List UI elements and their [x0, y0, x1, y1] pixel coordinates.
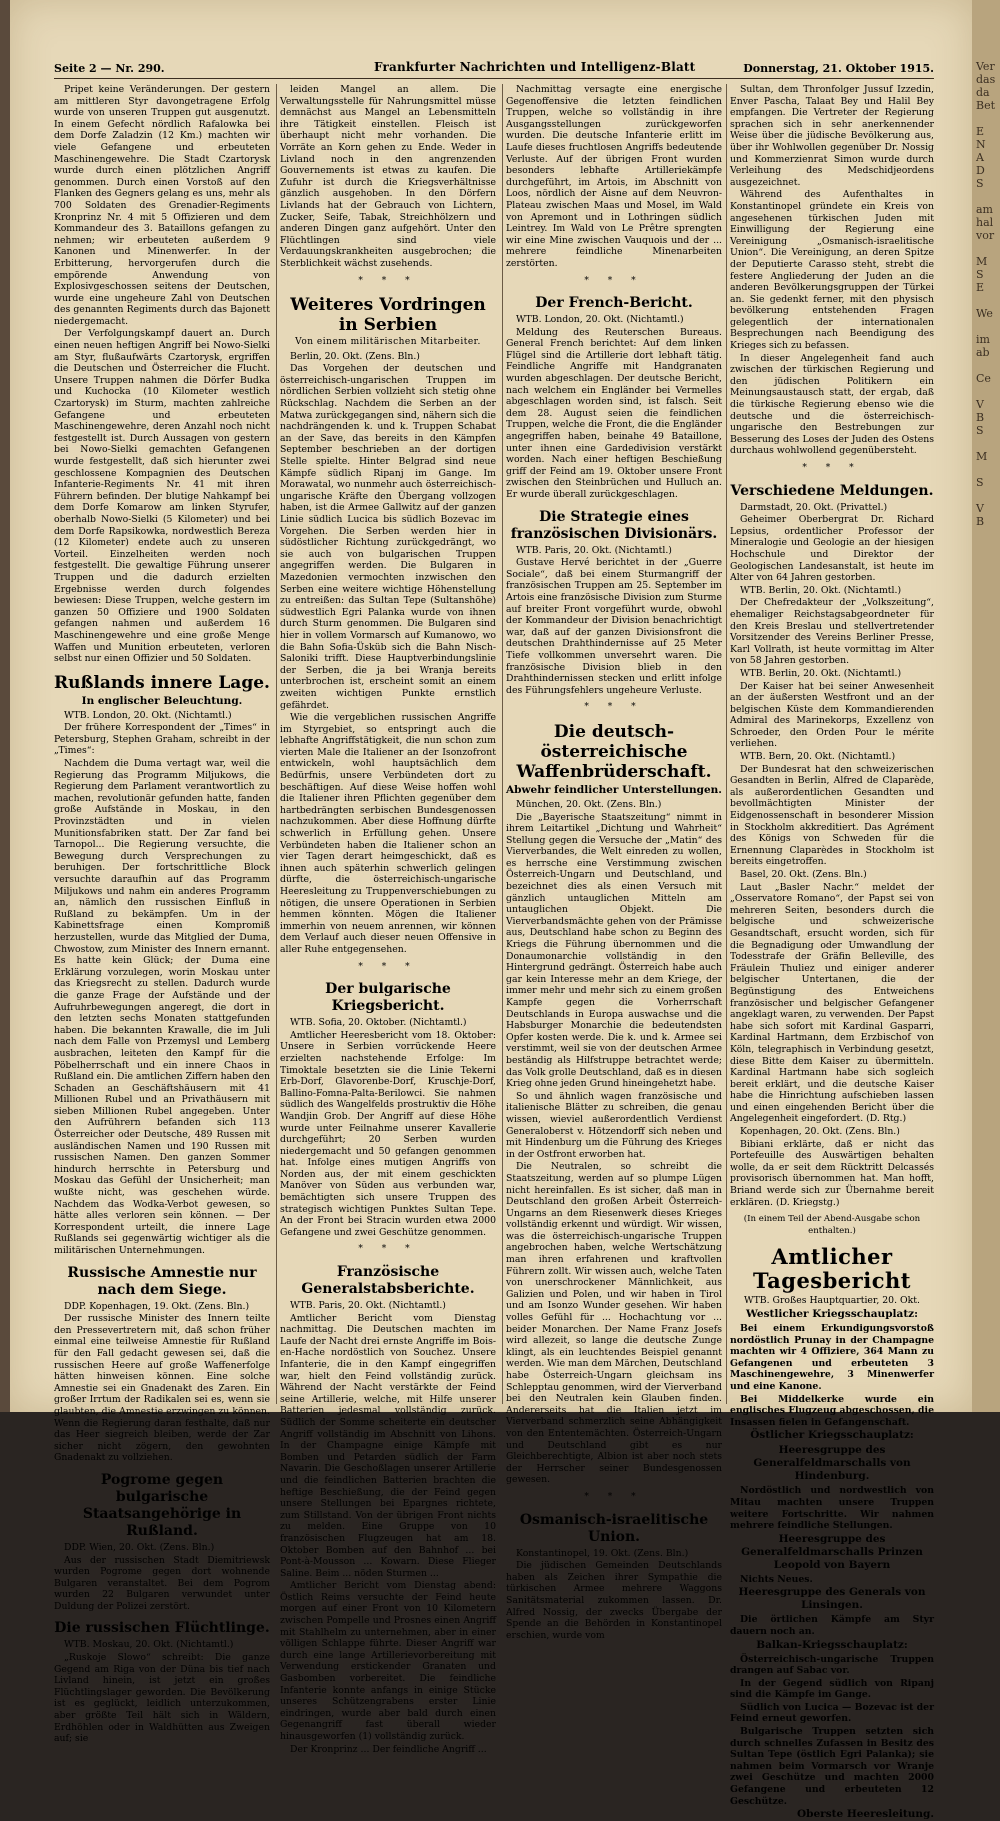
paragraph: Amtlicher Bericht vom Dienstag abend: Östlich Reims versuchte der Feind heute morgen auf einer Front von 10 Kilometern zwischen Pompelle und Prosnes einen Angriff mit Stahlhelm zu unternehmen, aber in einer völligen Schlappe führte. Dieser Angriff war durch eine lange Artillerievorbereitung mit Verwendung erstickender Granaten und Gasbomben vorbereitet. Die feindliche Infanterie konnte anfangs in einige Stücke unseres Schützengrabens erster Linie eindringen, wurde aber bald durch einen Gegenangriff fast überall wieder hinausgeworfen (1) vollständig zurück. — [280, 1580, 496, 1742]
dateline: WTB. Berlin, 20. Okt. (Nichtamtl.) — [740, 584, 902, 596]
paragraph: Nordöstlich und nordwestlich von Mitau machten unsere Truppen weitere Fortschritte. Wir nahmen mehrere feindliche Stellungen. — [730, 1485, 934, 1532]
paragraph: Der Bundesrat hat den schweizerischen Gesandten in Berlin, Alfred de Claparède, als außerordentlichen Gesandten und bevollmächtigten Minister der Eidgenossenschaft in besonderer Mission in Stockholm akkreditiert. Das Agrément des Königs von Schweden für die Ernennung Claparèdes in Stockholm ist bereits eingetroffen. — [730, 763, 934, 868]
paragraph: In dieser Angelegenheit fand auch zwischen der türkischen Regierung und den jüdischen Politikern ein Meinungsaustausch statt, der ergab, daß die türkische Regierung ebenso wie die deutsche und die österreichisch-ungarische den Bestrebungen zur Besserung des Loses der Juden des Ostens durchaus wohlwollend gegenübersteht. — [730, 352, 934, 457]
dateline: WTB. Bern, 20. Okt. (Nichtamtl.) — [740, 751, 896, 763]
dateline: Berlin, 20. Okt. (Zens. Bln.) — [290, 350, 420, 362]
headline-french-general-staff: Französische Generalstabsberichte. — [301, 1264, 475, 1298]
paragraph: Der Kronprinz ... Der feindliche Angriff ... — [290, 1743, 487, 1755]
paragraph: Nachmittag versagte eine energische Gegenoffensive die letzten feindlichen Truppen, welche so vollständig in ihre Ausgangsstellungen zurückgeworfen wurden. Die deutsche Infanterie erlitt im Laufe dieses fruchtlosen Angriffs bedeutende Verluste. Auf der übrigen Front wurden besonders lebhafte Artilleriekämpfe durchgeführt, im Artois, im Abschnitt von Loos, nördlich der Aisne auf dem Neuvron-Plateau zwischen Maas und Mosel, im Wald von Apremont und in Lothringen südlich Leintrey. Im Wald von Le Prêtre sprengten wir eine Mine zwischen Vauquois und der ... mehrere feindliche Minenarbeiten zerstörten. — [506, 84, 722, 269]
column-3 — [506, 84, 722, 1641]
headline-ottoman-union: Osmanisch-israelitische Union. — [519, 1511, 709, 1545]
paragraph: Der Chefredakteur der „Volkszeitung“, ehemaliger Reichstagsabgeordneter für den Kreis Breslau und stellvertretender Vorsitzender des Vereins Berliner Presse, Karl Vollrath, ist heute vormittag im Alter von 58 Jahren gestorben. — [730, 597, 934, 667]
dateline: WTB. Großes Hauptquartier, 20. Okt. — [744, 1295, 920, 1307]
dateline: Konstantinopel, 19. Okt. (Zens. Bln.) — [516, 1547, 689, 1559]
headline-refugees: Die russischen Flüchtlinge. — [54, 1620, 270, 1637]
column-2 — [280, 84, 496, 1755]
section-separator: * * * — [584, 702, 644, 713]
paragraph: Der Verfolgungskampf dauert an. Durch einen neuen heftigen Angriff bei Nowo-Sielki am Styr, flußaufwärts Czartorysk, ergriffen die Deutschen und Österreicher die Flucht. Unsere Truppen nahmen die Dörfer Budka und Kuchocka (10 Kilometer westlich Czartorysk) im Sturm, machten zahlreiche Gefangene und erbeuteten Maschinengewehre, deren Anzahl noch nicht festgestellt ist. Durch Aussagen von gestern bei Nowo-Sielki gemachten Gefangenen wurde festgestellt, daß sich hierunter zwei geschlossene Kompagnien des Deutschen Infanterie-Regiments Nr. 41 mit ihren Führern befinden. Der blutige Nahkampf bei dem Dorfe Komarow am linken Styrufer, oberhalb Nowo-Sielki (5 Kilometer) und bei dem Dorfe Rapsikowka, nordwestlich Bereza (12 Kilometer) endete auch zu unseren Vorteil. Einzelheiten werden noch festgestellt. Die gewaltige Führung unserer Truppen und die dadurch erzielten Ergebnisse werden durch folgendes bewiesen: Diese Truppen, welche gestern im ganzen 50 Offiziere und 1900 Soldaten gefangen nahmen und außerdem 16 Maschinengewehre und eine große Menge Waffen und Munition erbeuteten, verloren selbst nur einen Offizier und 50 Soldaten. — [54, 328, 270, 665]
edition-note: (In einem Teil der Abend-Ausgabe schon enthalten.) — [743, 1214, 921, 1236]
paragraph: Nachdem die Duma vertagt war, weil die Regierung das Programm Miljukows, die Regierung dem Parlament verantwortlich zu machen, revolutionär gefunden hatte, fanden große Aufstände in Moskau, in den Provinzstädten und in vielen Munitionsfabriken statt. Der Zar fand bei Tarnopol... Die Regierung versuchte, die Bewegung durch Versprechungen zu beruhigen. Der fortschrittliche Block versuchte daraufhin auf das Programm Miljukows und nahm ein anderes Programm an, nämlich den russischen Einfluß in Rußland zu bekämpfen. Um in der Kabinettsfrage einen Kompromiß herzustellen, wurde das Mitglied der Duma, Chwostow, zum Minister des Innern ernannt. Es hatte kein Glück; der Duma eine Erklärung vorzulegen, worin Moskau unter das Kriegsrecht zu stellen. Dadurch wurde die ganze Frage der Aufstände und der Aufruhrbewegungen angeregt, die dort in den letzten sechs Monaten stattgefunden haben. Die bekannten Krawalle, die im Juli nach dem Falle von Przemysl und Lemberg ausbrachen, leiteten den Kampf für die Pöbelherrschaft und ein innere Chaos in Rußland ein. Die amtlichen Ziffern haben den Schaden an Geschäftshäusern mit 41 Millionen Rubel und an Privathäusern mit sieben Millionen Rubel angegeben. Unter den Aufrührern befanden sich 113 Österreicher oder Deutsche, 489 Russen mit ausländischen Namen und 190 Russen mit russischen Namen. Den ganzen Sommer hindurch herrschte in Petersburg und Moskau das Gefühl der Unsicherheit; man wußte nicht, was geschehen würde. Nachdem das Wodka-Verbot gewesen, so hätte alles verloren sein können. — Der Korrespondent urteilt, die innere Lage Rußlands sei gegenwärtig wichtiger als die militärischen Unternehmungen. — [54, 758, 270, 1256]
paragraph: Bibiani erklärte, daß er nicht das Portefeuille des Auswärtigen behalten wolle, da er seit dem Rücktritt Delcassés provisorisch übernommen hat. Man hofft, Briand werde sich zur Übernahme bereit erklären. (D. Kriegstg.) — [730, 1138, 934, 1208]
column-1 — [54, 84, 270, 1745]
paragraph: Meldung des Reuterschen Bureaus. General French berichtet: Auf dem linken Flügel sind die Artillerie dort lebhaft tätig. Feindliche Angriffe mit Handgranaten wurden abgeschlagen. Der deutsche Bericht, nach welchem ein Engländer bei Vermelles abgeschlagen worden sind, ist falsch. Seit dem 28. August seien die feindlichen Truppen, welche die Front, die die Engländer angegriffen haben, beinahe 49 Bataillone, unter ihnen eine Gardedivision verstärkt worden. Nach einer heftigen Beschießung griff der Feind am 19. Oktober unsere Front zwischen den Steinbrüchen und Hulluch an. Er wurde überall zurückgeschlagen. — [506, 326, 722, 500]
section-separator: * * * — [358, 275, 418, 286]
page-header — [54, 60, 934, 78]
paragraph: Die örtlichen Kämpfe am Styr dauern noch an. — [730, 1614, 934, 1637]
headline-brotherhood-in-arms: Die deutsch-österreichische Waffenbrüderschaft. — [516, 721, 712, 782]
subheadline: In englischer Beleuchtung. — [81, 694, 243, 707]
section-separator: * * * — [802, 463, 862, 473]
header-rule — [54, 78, 934, 79]
page-number: Seite 2 — Nr. 290. — [54, 62, 165, 75]
dateline: Basel, 20. Okt. (Zens. Bln.) — [740, 869, 867, 880]
paragraph: Der Kaiser hat bei seiner Anwesenheit an der äußersten Westfront und an der belgischen Küste dem Kommandierenden Admiral des Marinekorps, Exzellenz von Schroeder, den Orden Pour le mérite verliehen. — [730, 680, 934, 750]
paragraph: In der Gegend südlich von Ripanj sind die Kämpfe im Gange. — [730, 1677, 934, 1701]
paragraph: Laut „Basler Nachr.“ meldet der „Osservatore Romano“, der Papst sei von mehreren Seiten, besonders durch die belgische und schweizerische Gesandtschaft, ersucht worden, sich für die Begnadigung oder Umwandlung der Todesstrafe der Gräfin Belleville, des Fräulein Thuliez und einiger anderer belgischer Untertanen, die der Begünstigung des Entweichens französischer und belgischer Gefangener angeklagt waren, zu verwenden. Der Papst habe sich sofort mit Kardinal Gasparri, Kardinal Hartmann, dem Erzbischof von Köln, telegraphisch in Verbindung gesetzt, diese Bitte dem Kaiser zu übermitteln. Kardinal Hartmann habe sich sogleich bereit erklärt, und die deutsche Kaiser habe die Hinrichtung aufschieben lassen und einen eingehenden Bericht über die Angelegenheit eingefordert. (D. Rtg.) — [730, 881, 934, 1125]
paragraph: Der russische Minister des Innern teilte den Pressevertretern mit, daß schon früher einmal eine teilweise Amnestie für Rußland für den Fall gedacht gewesen sei, daß die russischen Heere auf große Waffenerfolge hätten hinweisen können. Eine solche Amnestie sei ein Gnadenakt des Zaren. Ein großer Irrtum der Radikalen sei es, wenn sie glaubten, die Amnestie erzwingen zu können. Wenn die Regierung daran festhalte, daß nur das Heer siegreich bleiben, werde der Zar sicher nicht zögern, den gewohnten Gnadenakt zu vollziehen. — [54, 1313, 270, 1464]
paragraph: Pripet keine Veränderungen. Der gestern am mittleren Styr davongetragene Erfolg wurde von unseren Truppen gut ausgenutzt. In einem Gefecht nördlich Rafalowka bei dem Dorfe Zaladzin (12 Km.) machten wir viele Gefangene und erbeuteten Maschinengewehre. Die Stadt Czartorysk wurde durch einen plötzlichen Angriff genommen. Durch einen Vorstoß auf den Flanken des Gegners gelang es uns, mehr als 700 Soldaten des Grenadier-Regiments Kronprinz Nr. 4 mit 5 Offizieren und dem Kommandeur des 3. Bataillons gefangen zu nehmen; wir erbeuteten außerdem 9 Kanonen und Minenwerfer. In der Erbitterung, hervorgerufen durch die empörende Anwendung von Explosivgeschossen seitens der Deutschen, wurde eine ungeheure Zahl von Deutschen des genannten Regiments durch das Bajonett niedergemacht. — [54, 84, 270, 327]
paragraph: Österreichisch-ungarische Truppen drangen auf Sabac vor. — [730, 1653, 934, 1677]
headline-pogroms: Pogrome gegen bulgarische Staatsangehörige in Rußland. — [82, 1471, 242, 1539]
paragraph: Wie die vergeblichen russischen Angriffe im Styrgebiet, so entspringt auch die lebhafte Angriffstätigkeit, die nun schon zum vierten Male die Italiener an der Isonzofront entwickeln, wohl hauptsächlich dem Bedürfnis, unsere Verbündeten dort zu beschäftigen. Auf diese Weise hoffen wohl die Italiener ihren Pflichten gegenüber dem hartbedrängten serbischen Bundesgenossen nachzukommen. Aber diese Hoffnung dürfte schwerlich in Erfüllung gehen. Unsere Verbündeten haben die Italiener schon an vier Tagen derart heimgeschickt, daß es ihnen auch späterhin schwerlich gelingen dürfte, die österreichisch-ungarische Heeresleitung zu Truppenverschiebungen zu nötigen, die unsere Operationen in Serbien hemmen könnten. Mögen die Italiener immerhin von neuem anrennen, wir können dem Verlauf auch dieser neuen Offensive in aller Ruhe entgegensehen. — [280, 712, 496, 955]
section-separator: * * * — [358, 961, 418, 972]
headline-french-report: Der French-Bericht. — [535, 295, 693, 312]
section-separator: * * * — [358, 1244, 418, 1255]
paragraph: „Ruskoje Slowo“ schreibt: Die ganze Gegend am Riga von der Düna bis tief nach Livland hinein, ist jetzt ein großes Flüchtlingslager geworden. Die Bevölkerung ist es geglückt, leidlich unterzukommen, aber größte Teil hält sich in Wäldern, Erdhöhlen oder in Waldhütten aus Zweigen auf; sie — [54, 1652, 270, 1745]
headline-serbia: Weiteres Vordringen in Serbien — [290, 295, 486, 336]
paragraph: Amtlicher Bericht vom Dienstag nachmittag. Die Deutschen machten im Laufe der Nacht drei ernste Angriffe im Bois-en-Hache nordöstlich von Souchez. Unsere Infanterie, die in den Kampf eingegriffen war, hielt den Feind vollständig zurück. Während der Nacht verstärkte der Feind seine Artillerie, welche, mit Hilfe unserer Batterien jedesmal vollständig zurück. Südlich der Somme scheiterte ein deutscher Angriff vollständig im Abschnitt von Lihons. In der Champagne einige Kämpfe mit Bomben und Petarden südlich der Farm Navarin. Die Geschoßlagen unserer Artillerie und die feindlichen Batterien brachten die heftige Beschießung, die der Feind gegen unsere Stellungen bei Epargnes richtete, zum Stillstand. Von der übrigen Front nichts zu melden. Eine Gruppe von 10 französischen Flugzeugen hat am 18. Oktober Bomben auf den Bahnhof ... bei Pont-à-Mousson ... Kowarn. Diese Flieger Saline. Beim ... nöden Sturmen ... — [280, 1312, 496, 1579]
paragraph: Nichts Neues. — [740, 1573, 813, 1585]
paragraph: Südlich von Lucica — Bozevac ist der Feind erneut geworfen. — [730, 1701, 934, 1725]
column-divider — [502, 84, 503, 1404]
dateline: Darmstadt, 20. Okt. (Privattel.) — [740, 501, 888, 513]
paragraph: leiden Mangel an allem. Die Verwaltungsstelle für Nahrungsmittel müsse demnächst aus Mangel an Lebensmitteln ihre Tätigkeit einstellen. Fleisch ist überhaupt nicht mehr vorhanden. Die Vorräte an Korn gehen zu Ende. Weder in Livland noch in den angrenzenden Gouvernements ist etwas zu kaufen. Die Zufuhr ist durch die Kriegsverhältnisse gänzlich ausgehoben. In den Dörfern Livlands hat der Gebrauch von Lichtern, Zucker, Seife, Tabak, Streichhölzern und anderen Dingen ganz aufgehört. Unter den Flüchtlingen sind viele Verdauungskrankheiten ausgebrochen; die Sterblichkeit wächst zusehends. — [280, 84, 496, 269]
paragraph: Die Neutralen, so schreibt die Staatszeitung, werden auf so plumpe Lügen nicht hereinfallen. Es ist sicher, daß man in Deutschland den großen Arbeit Österreich-Ungarns an dem Riesenwerk dieses Krieges vollständig erkennt und würdigt. Wir wissen, was die österreichisch-ungarische Truppen angebrochen haben, welche Wertschätzung man ihren erfahrenen und kraftvollen Führern zollt. Wir wissen auch, welche Taten von unerschrockener Männlichkeit, aus Galizien und Polen, und wir haben in Tirol und am Isonzo Wunder gesehen. Wir haben volles Gefühl für ... Hochachtung vor ... beider Monarchen. Der Name Franz Josefs wird allezeit, so lange die deutsche Zunge klingt, als ein leuchtendes Beispiel genannt werden. Wie man dem Märchen, Deutschland habe Österreich-Ungarn gleichsam ins Schlepptau genommen, wird der Vierverband bei den Neutralen kein Glauben finden. Andererseits hat die Italien jetzt im Vierverband schmerzlich seine Abhängigkeit von den Ententemächten. Österreich-Ungarn und Deutschland gibt es nur Gleichberechtigte, Albion ist aber noch stets der Herrscher seiner Bundesgenossen gewesen. — [506, 1161, 722, 1486]
subheadline: Abwehr feindlicher Unterstellungen. — [506, 783, 722, 796]
eastern-front-heading: Östlicher Kriegsschauplatz: — [750, 1429, 914, 1442]
byline: Von einem militärischen Mitarbeiter. — [295, 337, 481, 348]
dateline: WTB. Moskau, 20. Okt. (Nichtamtl.) — [64, 1639, 234, 1651]
paragraph: Geheimer Oberbergrat Dr. Richard Lepsius, ordentlicher Professor der Mineralogie und Geologie an der hiesigen Hochschule und Direktor der Geologischen Landesanstalt, ist heute im Alter von 64 Jahren gestorben. — [730, 514, 934, 584]
paragraph: Gustave Hervé berichtet in der „Guerre Sociale“, daß bei einem Sturmangriff der französischen Truppen am 25. September im Artois eine französische Division zum Sturme auf breiter Front vorgeführt wurde, obwohl der Kommandeur der Division benachrichtigt war, daß auf der ganzen Divisionsfront die deutschen Drahthindernisse auf 25 Meter Tiefe vollkommen unversehrt waren. Die französische Division blieb in den Drahthindernissen stecken und erlitt infolge des Führungsfehlers ungeheure Verluste. — [506, 557, 722, 696]
paragraph: Die „Bayerische Staatszeitung“ nimmt in ihrem Leitartikel „Dichtung und Wahrheit“ Stellung gegen die Versuche der „Matin“ des Vierverbandes, die Welt einreden zu wollen, es herrsche eine Verstimmung zwischen Österreich-Ungarn und Deutschland, und bezeichnet dies als einen Versuch mit gänzlich untauglichen Mitteln am untauglichen Objekt. Die Vierverbandsmächte gehen von der Prämisse aus, Deutschland habe schon zu Beginn des Kriegs die Führung übernommen und die Donaumonarchie vollständig in den Hintergrund gedrängt. Österreich habe auch gar kein Interesse mehr an dem Kriege, der immer mehr und mehr sich zu einem großen Kampfe gegen die Vorherrschaft Deutschlands in Europa auswachse und die Habsburger Monarchie die bedeutendsten Opfer kosten werde. Die k. und k. Armee sei verstimmt, weil sie von der deutschen Armee beständig als Hilfstruppe betrachtet werde; das Volk grolle Deutschland, daß es in diesen Krieg ohne jeden Grund hineingehetzt habe. — [506, 811, 722, 1090]
column-divider — [276, 84, 277, 1404]
masthead-title: Frankfurter Nachrichten und Intelligenz-Blatt — [374, 60, 696, 74]
headline-russia-internal: Rußlands innere Lage. — [54, 672, 270, 693]
dateline: WTB. Paris, 20. Okt. (Nichtamtl.) — [516, 544, 672, 556]
army-group-heading: Heeresgruppe des Generals von Linsingen. — [738, 1586, 926, 1612]
paragraph: Der frühere Korrespondent der „Times“ in Petersburg, Stephen Graham, schreibt in der „Times“: — [54, 722, 270, 757]
dateline: Kopenhagen, 20. Okt. (Zens. Bln.) — [740, 1126, 900, 1138]
dateline: WTB. Sofia, 20. Oktober. (Nichtamtl.) — [290, 1017, 467, 1029]
dateline: München, 20. Okt. (Zens. Bln.) — [516, 798, 662, 810]
signature-supreme-command: Oberste Heeresleitung. — [797, 1808, 934, 1821]
western-front-heading: Westlicher Kriegsschauplatz: — [745, 1308, 919, 1320]
paragraph: Sultan, dem Thronfolger Jussuf Izzedin, Enver Pascha, Talaat Bey und Halil Bey empfangen. Die Vertreter der Regierung sprachen sich in sehr anerkennender Weise über die jüdische Bevölkerung aus, über ihr Wohlwollen gegenüber Dr. Nossig und Kommerzienrat Simon wurde durch Verleihung des Medschidjeordens ausgezeichnet. — [730, 84, 934, 188]
paragraph: Das Vorgehen der deutschen und österreichisch-ungarischen Truppen im nördlichen Serbien vollzieht sich stetig ohne Rückschlag. Nachdem die Serben an der Matwa zurückgegangen sind, nähern sich die nachdrängenden k. und k. Truppen Schabat an der Save, das bereits in den Kämpfen September beschrieben an der dortigen Stelle spielte. Hinter Belgrad sind neue Kämpfe südlich Ripanj im Gange. Im Morawatal, wo nunmehr auch österreichisch-ungarische Kräfte den Übergang vollzogen haben, ist die Armee Gallwitz auf der ganzen Linie südlich Lucica bis südlich Bozevac im Vorgehen. Die Serben werden hier in südöstlicher Richtung zurückgedrängt, wo sie auch von bulgarischen Truppen angegriffen werden. Die Bulgaren in Mazedonien vermochten inzwischen den Serben eine weitere wichtige Höhenstellung zu entreißen: das Sultan Tepe (Sultanshöhe) südwestlich Egri Palanka wurde von ihnen durch Sturm genommen. Die Bulgaren sind hier in vollem Vormarsch auf Kumanowo, wo die Bahn Sofia-Üsküb sich die Bahn Nisch-Saloniki trifft. Diese Hauptverbindungslinie der Serben, die ja bei Wranja bereits unterbrochen ist, erscheint somit an einem zweiten wichtigen Punkte ernstlich gefährdet. — [280, 363, 496, 711]
issue-date: Donnerstag, 21. Oktober 1915. — [743, 62, 934, 75]
dateline: WTB. London, 20. Okt. (Nichtamtl.) — [64, 709, 232, 721]
balkan-front-heading: Balkan-Kriegsschauplatz: — [756, 1638, 908, 1651]
dateline: WTB. Berlin, 20. Okt. (Nichtamtl.) — [740, 667, 902, 679]
adjacent-page-edge — [972, 0, 1000, 1412]
adjacent-page-text: Ver das da Bet E N A D S am hal vor M S E We im ab Ce V B S M S V B — [976, 60, 996, 528]
paragraph: Bei einem Erkundigungsvorstoß nordöstlich Prunay in der Champagne machten wir 4 Offiziere, 364 Mann zu Gefangenen und erbeuteten 3 Maschinengewehre, 3 Minenwerfer und eine Kanone. — [730, 1323, 934, 1392]
column-divider — [726, 84, 727, 1404]
paragraph: So und ähnlich wagen französische und italienische Blätter zu schreiben, die genau wissen, wieviel außerordentlich Verdienst Generaloberst v. Hötzendorff sich neben und mit Hindenburg um die Führung des Krieges in der Ostfront erworben hat. — [506, 1090, 722, 1160]
paragraph: Bei Middelkerke wurde ein englisches Flugzeug abgeschossen, die Insassen fielen in Gefangenschaft. — [730, 1393, 934, 1428]
paragraph: Während des Aufenthaltes in Konstantinopel gründete ein Kreis von angesehenen türkischen Juden mit Einwilligung der Regierung eine Vereinigung „Osmanisch-israelitische Union“. Die Vereinigung, an deren Spitze der Deputierte Carasso steht, strebt die festere Angliederung der Juden an die anderen Bevölkerungsgruppen der Türkei an. Sie gedenkt ferner, mit den physisch bevölkerung entstehenden Fragen gelegentlich der internationalen Besprechungen nach Beendigung des Krieges sich zu befassen. — [730, 189, 934, 352]
column-4 — [730, 84, 934, 1821]
headline-strategy: Die Strategie eines französischen Divisionärs. — [510, 508, 718, 542]
army-group-heading: Heeresgruppe des Generalfeldmarschalls Prinzen Leopold von Bayern — [741, 1532, 923, 1571]
headline-miscellaneous: Verschiedene Meldungen. — [730, 482, 934, 499]
paragraph: Amtlicher Heeresbericht vom 18. Oktober: Unsere in Serbien vorrückende Heere erzielten nachstehende Erfolge: Im Timoktale besetzten sie die Linie Tekerni Erb-Dorf, Glavorenbe-Dorf, Kruschje-Dorf, Ballino-Fomna-Palta-Berilowci. Sie nahmen südlich des Wangelfelds prostruktiv die Höhe Wandjin Grob. Der Angriff auf diese Höhe wurde unter Feilnahme unserer Kavallerie durchgeführt; 20 Serben wurden niedergemacht und 50 gefangen genommen hat. Infolge eines mutigen Angriffs von Norden aus, der mit einem geschickten Manöver von Süden aus verbunden war, bemächtigten sich unsere Truppen des strategisch wichtigen Punktes Sultan Tepe. An der Front bei Stracin wurden etwa 2000 Gefangene und zwei Geschütze genommen. — [280, 1029, 496, 1238]
section-separator: * * * — [584, 1491, 644, 1502]
headline-official-daily-report: Amtlicher Tagesbericht — [753, 1244, 911, 1294]
paragraph: Aus der russischen Stadt Diemitriewsk wurden Pogrome gegen dort wohnende Bulgaren veranstaltet. Bei dem Pogrom wurden 22 Bulgaren verwundet unter Duldung der Polizei zerstört. — [54, 1554, 270, 1612]
paragraph: Die jüdischen Gemeinden Deutschlands haben als Zeichen ihrer Sympathie die türkischen Armee mehrere Waggons Sanitätsmaterial zukommen lassen. Dr. Alfred Nossig, der zwecks Übergabe der Spende an die Behörden in Konstantinopel erschien, wurde vom — [506, 1560, 722, 1641]
book-binding — [0, 0, 10, 1412]
dateline: DDP. Wien, 20. Okt. (Zens. Bln.) — [64, 1541, 215, 1553]
dateline: DDP. Kopenhagen, 19. Okt. (Zens. Bln.) — [64, 1300, 250, 1312]
headline-bulgarian-report: Der bulgarische Kriegsbericht. — [325, 981, 451, 1015]
section-separator: * * * — [584, 275, 644, 286]
army-group-heading: Heeresgruppe des Generalfeldmarschalls von Hindenburg. — [753, 1444, 911, 1483]
dateline: WTB. Paris, 20. Okt. (Nichtamtl.) — [290, 1300, 446, 1312]
dateline: WTB. London, 20. Okt. (Nichtamtl.) — [516, 314, 684, 326]
headline-amnesty: Russische Amnestie nur nach dem Siege. — [67, 1264, 257, 1298]
paragraph: Bulgarische Truppen setzten sich durch schnelles Zufassen in Besitz des Sultan Tepe (östlich Egri Palanka); sie nahmen beim Vormarsch vor Wranje zwei Geschütze und machten 2000 Gefangene und erbeuteten 12 Geschütze. — [730, 1726, 934, 1807]
